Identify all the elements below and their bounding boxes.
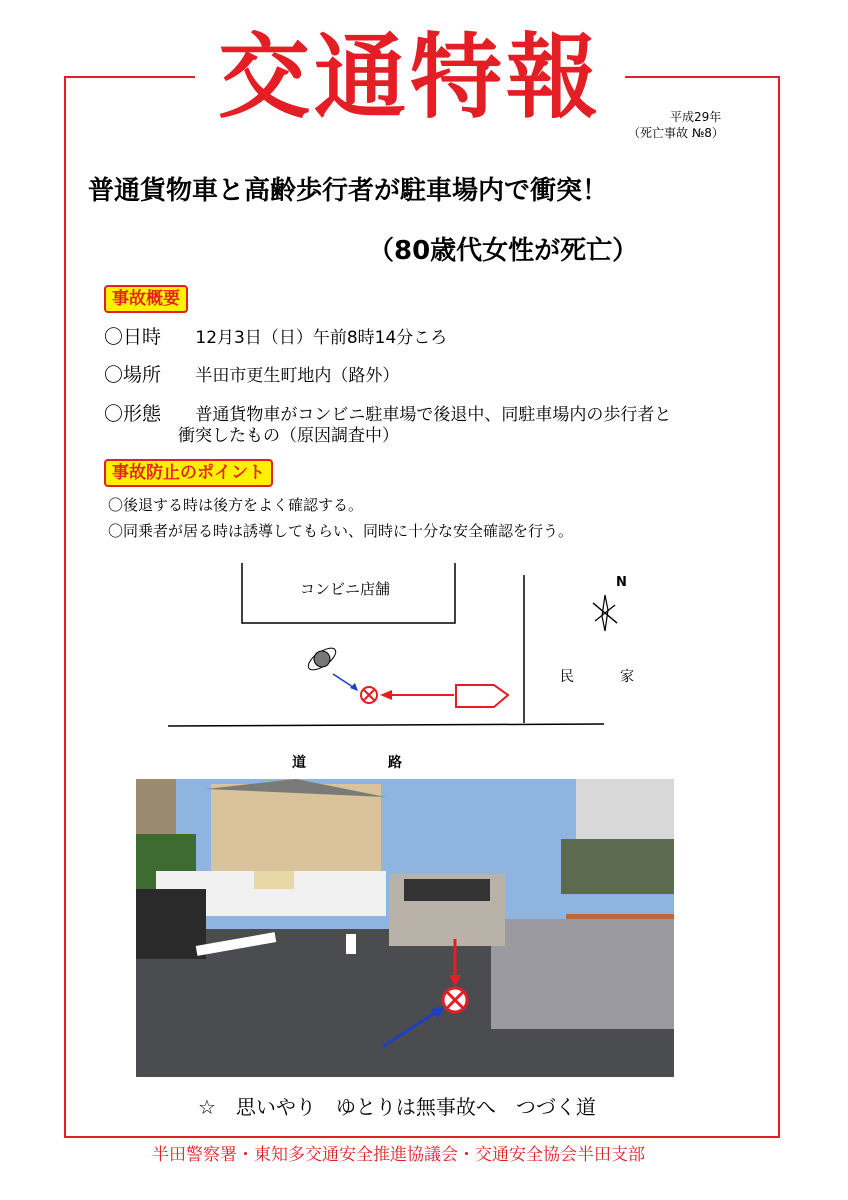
overview-tag: 事故概要 <box>104 285 188 313</box>
row-value: 普通貨物車がコンビニ駐車場で後退中、同駐車場内の歩行者と <box>195 405 672 425</box>
road-label: 道路 <box>292 755 484 771</box>
row-value: 12月3日（日）午前8時14分ころ <box>195 328 448 348</box>
collision-mark-photo <box>443 988 467 1012</box>
store-label: コンビニ店舗 <box>300 580 391 598</box>
truck-shape <box>456 685 508 707</box>
prevention-tag: 事故防止のポイント <box>104 459 273 487</box>
prevention-point: 〇後退する時は後方をよく確認する。 <box>108 496 364 514</box>
overview-row-place <box>104 360 399 387</box>
row-label: 〇日時 <box>104 326 162 348</box>
scene-photo <box>136 779 674 1077</box>
road-edge-line <box>168 724 604 726</box>
headline: 普通貨物車と高齢歩行者が駐車場内で衝突！ <box>88 176 609 206</box>
row-label: 〇場所 <box>104 364 162 386</box>
collision-mark <box>361 687 377 703</box>
north-label: N <box>616 575 627 590</box>
house-label: 民家 <box>560 669 680 685</box>
subheadline: （80歳代女性が死亡） <box>368 236 639 266</box>
sidewalk <box>491 919 674 1029</box>
banner-title: 交通特報 <box>195 22 625 134</box>
prevention-point: 〇同乗者が居る時は誘導してもらい、同時に十分な安全確認を行う。 <box>108 522 574 540</box>
row-value: 半田市更生町地内（路外） <box>195 366 400 386</box>
meta-number: （死亡事故 №8） <box>628 126 724 140</box>
overview-row-type-cont: 衝突したもの（原因調査中） <box>178 426 399 446</box>
apartment-building <box>576 779 674 849</box>
meta-year: 平成29年 <box>670 110 722 124</box>
pedestrian-icon <box>304 643 339 674</box>
house-building <box>211 784 381 879</box>
accident-diagram <box>0 555 848 775</box>
parked-car-left <box>136 889 206 959</box>
footer-organizations: 半田警察署・東知多交通安全推進協議会・交通安全協会半田支部 <box>146 1140 651 1165</box>
overview-row-datetime <box>104 322 447 349</box>
row-label: 〇形態 <box>104 403 162 425</box>
compass-icon <box>593 595 617 631</box>
slogan: ☆ 思いやり ゆとりは無事故へ つづく道 <box>198 1095 596 1119</box>
